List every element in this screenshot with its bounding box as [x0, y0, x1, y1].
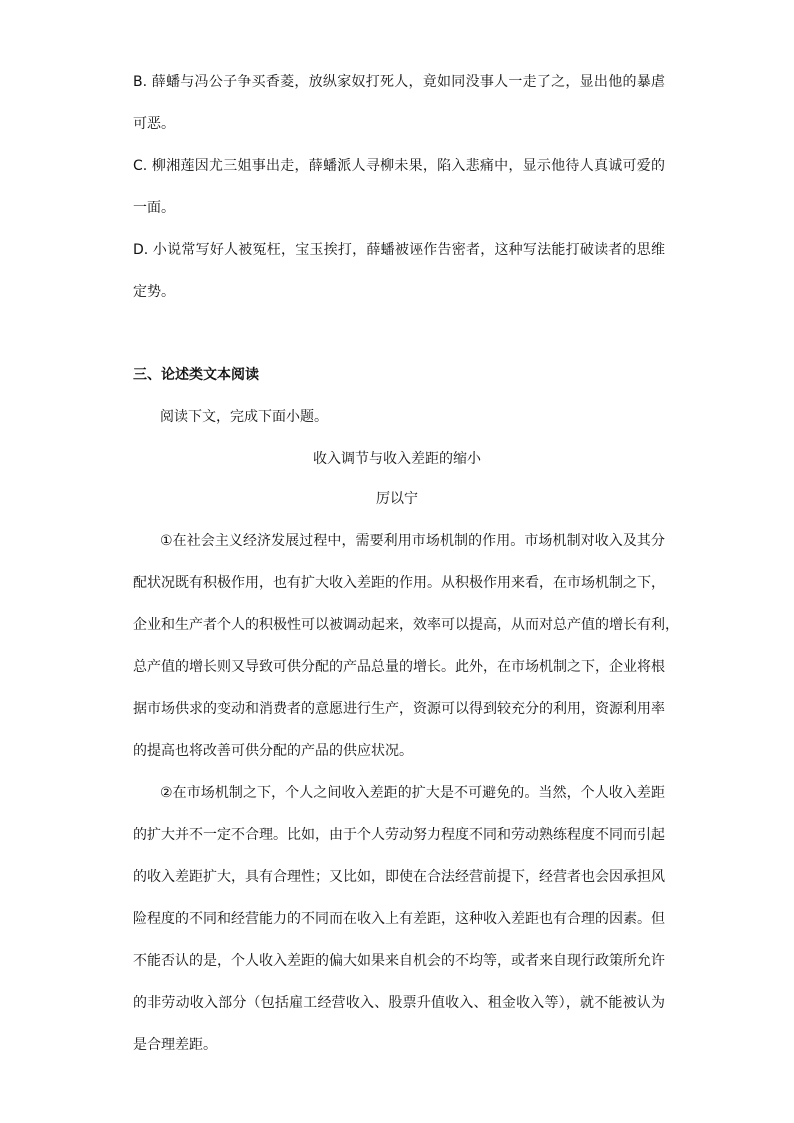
option-d-line-1: D. 小说常写好人被冤枉，宝玉挨打，薛蟠被诬作告密者，这种写法能打破读者的思维 [133, 242, 665, 258]
paragraph-2-line: 的非劳动收入部分（包括雇工经营收入、股票升值收入、租金收入等），就不能被认为 [133, 995, 665, 1011]
paragraph-2-line: 险程度的不同和经营能力的不同而在收入上有差距，这种收入差距也有合理的因素。但 [133, 911, 665, 927]
reading-instruction: 阅读下文，完成下面小题。 [160, 409, 328, 425]
article-author: 厉以宁 [376, 491, 418, 507]
paragraph-2-line: ②在市场机制之下，个人之间收入差距的扩大是不可避免的。当然，个人收入差距 [160, 785, 665, 801]
option-d-line-2: 定势。 [133, 284, 175, 300]
article-title: 收入调节与收入差距的缩小 [313, 451, 481, 467]
paragraph-2-line: 是合理差距。 [133, 1037, 217, 1053]
paragraph-1-line: 企业和生产者个人的积极性可以被调动起来，效率可以提高，从而对总产值的增长有利， [133, 617, 679, 633]
paragraph-1-line: ①在社会主义经济发展过程中，需要利用市场机制的作用。市场机制对收入及其分 [160, 533, 665, 549]
option-c-line-1: C. 柳湘莲因尤三姐事出走，薛蟠派人寻柳未果，陷入悲痛中，显示他待人真诚可爱的 [133, 158, 665, 174]
paragraph-2-line: 的收入差距扩大，具有合理性；又比如，即使在合法经营前提下，经营者也会因承担风 [133, 869, 665, 885]
paragraph-1-line: 的提高也将改善可供分配的产品的供应状况。 [133, 743, 413, 759]
option-c-line-2: 一面。 [133, 200, 175, 216]
paragraph-1-line: 配状况既有积极作用，也有扩大收入差距的作用。从积极作用来看，在市场机制之下， [133, 575, 665, 591]
paragraph-2-line: 不能否认的是，个人收入差距的偏大如果来自机会的不均等，或者来自现行政策所允许 [133, 953, 665, 969]
option-b-line-2: 可恶。 [133, 116, 175, 132]
option-b-line-1: B. 薛蟠与冯公子争买香菱，放纵家奴打死人，竟如同没事人一走了之，显出他的暴虐 [133, 74, 665, 90]
paragraph-1-line: 据市场供求的变动和消费者的意愿进行生产，资源可以得到较充分的利用，资源利用率 [133, 701, 665, 717]
paragraph-2-line: 的扩大并不一定不合理。比如，由于个人劳动努力程度不同和劳动熟练程度不同而引起 [133, 827, 665, 843]
section-heading: 三、论述类文本阅读 [133, 367, 259, 383]
paragraph-1-line: 总产值的增长则又导致可供分配的产品总量的增长。此外，在市场机制之下，企业将根 [133, 659, 665, 675]
